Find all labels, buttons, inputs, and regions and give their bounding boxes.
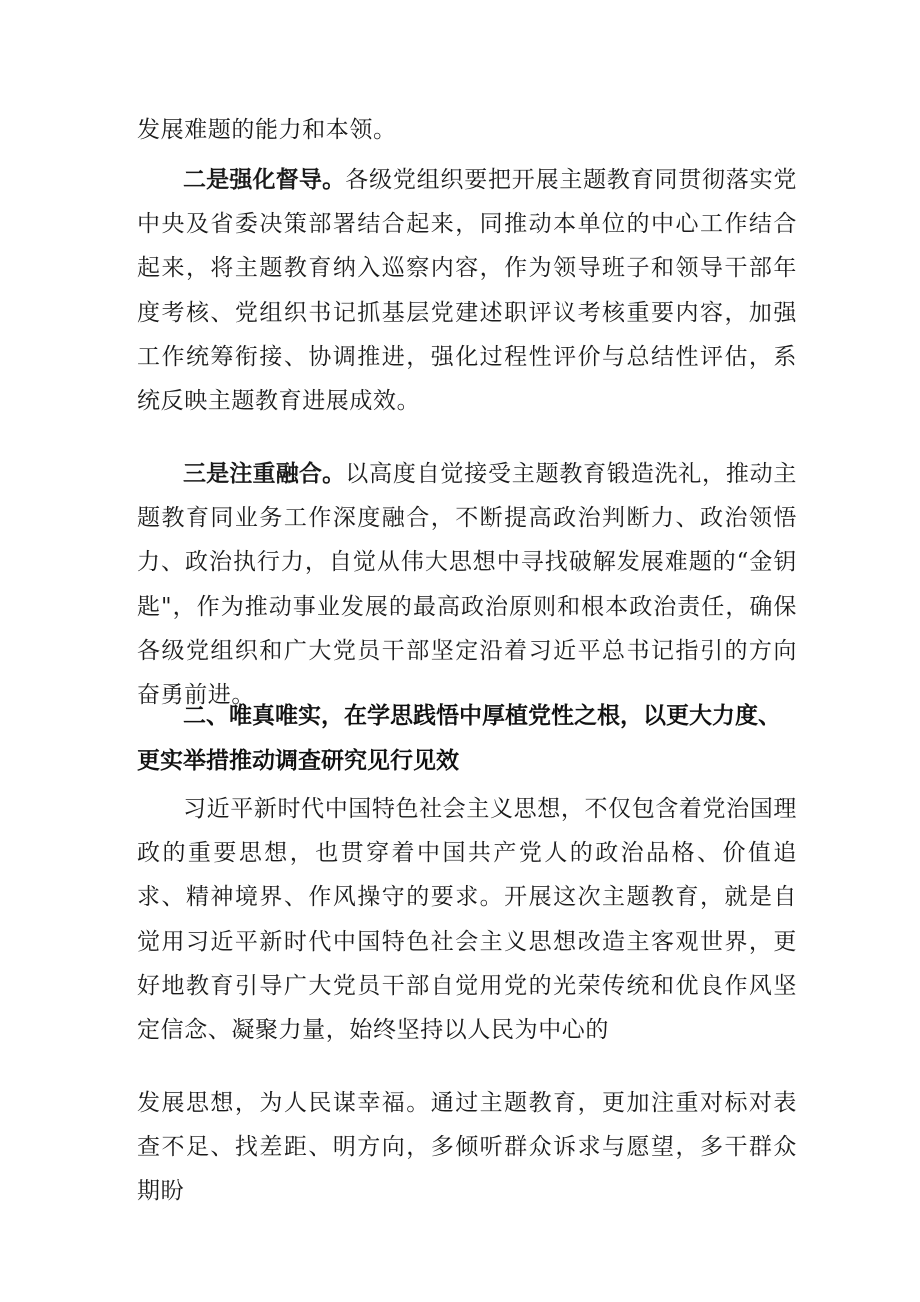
- paragraph-continuation: [137, 108, 797, 152]
- paragraph-text: 以高度自觉接受主题教育锻造洗礼，推动主题教育同业务工作深度融合，不断提高政治判断力、政治领悟力、政治执行力，自觉从伟大思想中寻找破解发展难题的“金钥匙"，作为推动事业发展的最高政治原则和根本政治责任，确保各级党组织和广大党员干部坚定沿着习近平总书记指引的方向奋勇前进。: [137, 461, 798, 709]
- paragraph-lead: 二是强化督导。: [183, 167, 346, 193]
- paragraph-text: 发展难题的能力和本领。: [137, 117, 397, 143]
- paragraph-focus-integration: [137, 452, 797, 717]
- paragraph-thought-intro: [137, 787, 797, 1052]
- paragraph-text: 发展思想，为人民谋幸福。通过主题教育，更加注重对标对表查不足、找差距、明方向，多倾听群众诉求与愿望，多干群众期盼: [137, 1090, 797, 1205]
- paragraph-text: 各级党组织要把开展主题教育同贯彻落实党中央及省委决策部署结合起来，同推动本单位的中心工作结合起来，将主题教育纳入巡察内容，作为领导班子和领导干部年度考核、党组织书记抓基层党建述职评议考核重要内容，加强工作统筹衔接、协调推进，强化过程性评价与总结性评估，系统反映主题教育进展成效。: [137, 167, 798, 415]
- paragraph-development-thought: [137, 1081, 797, 1214]
- section-heading: 二、唯真唯实，在学思践悟中厚植党性之根，以更大力度、更实举措推动调查研究见行见效: [137, 703, 781, 774]
- paragraph-text: 习近平新时代中国特色社会主义思想，不仅包含着党治国理政的重要思想，也贯穿着中国共产党人的政治品格、价值追求、精神境界、作风操守的要求。开展这次主题教育，就是自觉用习近平新时代中国特色社会主义思想改造主客观世界，更好地教育引导广大党员干部自觉用党的光荣传统和优良作风坚定信念、凝聚力量，始终坚持以人民为中心的: [137, 796, 797, 1044]
- paragraph-lead: 三是注重融合。: [183, 461, 346, 487]
- paragraph-strengthen-supervision: [137, 158, 797, 423]
